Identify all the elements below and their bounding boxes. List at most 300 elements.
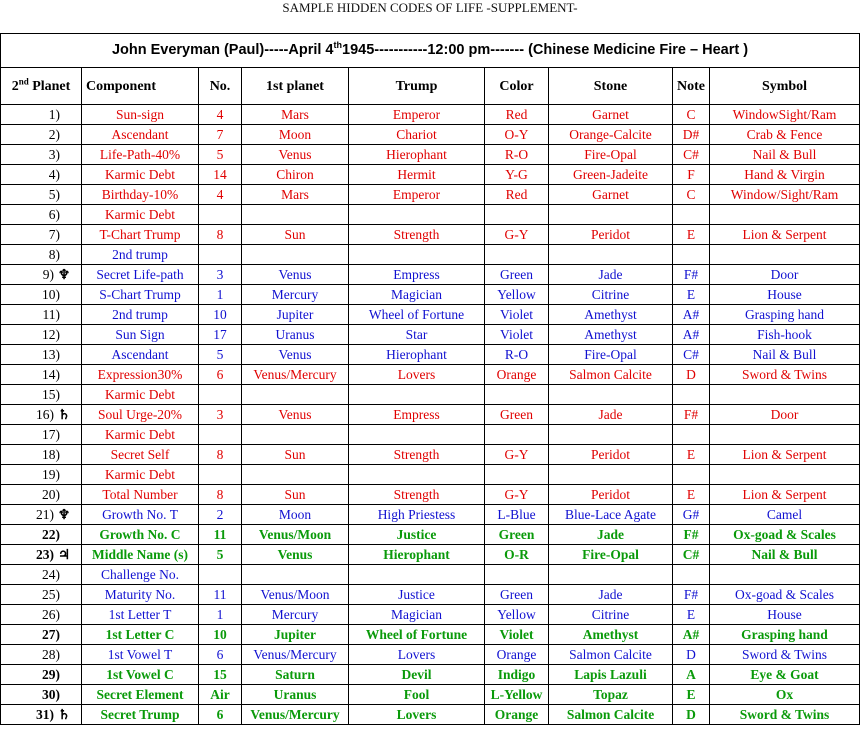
subject-time-element: 1945-----------12:00 pm------- (Chinese Medicine Fire – Heart ): [342, 42, 749, 58]
cell-symbol: [710, 205, 860, 225]
cell-stone: Topaz: [549, 685, 673, 705]
document-title: SAMPLE HIDDEN CODES OF LIFE -SUPPLEMENT-: [282, 0, 578, 15]
cell-symbol: [710, 385, 860, 405]
cell-component: Maturity No.: [82, 585, 199, 605]
cell-trump: Hierophant: [349, 145, 485, 165]
cell-trump: [349, 465, 485, 485]
table-row: [1, 245, 860, 265]
cell-note: F#: [673, 585, 710, 605]
cell-number: 6: [199, 705, 242, 725]
cell-symbol: [710, 245, 860, 265]
cell-stone: [549, 245, 673, 265]
cell-number: 10: [199, 625, 242, 645]
row-number: 24): [42, 567, 60, 582]
cell-planet: [1, 545, 82, 565]
cell-planet: [1, 565, 82, 585]
cell-planet: [1, 445, 82, 465]
row-number: 2): [48, 127, 60, 142]
cell-first-planet: [242, 465, 349, 485]
cell-symbol: Door: [710, 405, 860, 425]
cell-trump: High Priestess: [349, 505, 485, 525]
cell-planet: [1, 145, 82, 165]
cell-color: L-Blue: [485, 505, 549, 525]
cell-stone: Garnet: [549, 105, 673, 125]
cell-color: G-Y: [485, 445, 549, 465]
cell-trump: Strength: [349, 445, 485, 465]
cell-first-planet: [242, 385, 349, 405]
cell-note: D: [673, 645, 710, 665]
cell-first-planet: Jupiter: [242, 305, 349, 325]
cell-color: Indigo: [485, 665, 549, 685]
cell-number: 5: [199, 545, 242, 565]
cell-number: [199, 205, 242, 225]
cell-number: [199, 565, 242, 585]
cell-symbol: Nail & Bull: [710, 145, 860, 165]
cell-planet: [1, 205, 82, 225]
cell-planet: [1, 265, 82, 285]
cell-component: Secret Element: [82, 685, 199, 705]
date-suffix: th: [333, 40, 342, 51]
cell-number: 8: [199, 485, 242, 505]
cell-component: Secret Self: [82, 445, 199, 465]
cell-note: [673, 205, 710, 225]
table-row: [1, 225, 860, 245]
cell-trump: [349, 245, 485, 265]
cell-component: Sun-sign: [82, 105, 199, 125]
planet-symbol-icon: ♆: [57, 267, 71, 282]
table-row: [1, 425, 860, 445]
cell-planet: [1, 345, 82, 365]
cell-trump: Empress: [349, 265, 485, 285]
cell-component: Middle Name (s): [82, 545, 199, 565]
cell-planet: [1, 465, 82, 485]
cell-planet: [1, 525, 82, 545]
cell-component: 1st Letter T: [82, 605, 199, 625]
cell-component: Ascendant: [82, 125, 199, 145]
cell-number: 11: [199, 525, 242, 545]
cell-color: O-R: [485, 545, 549, 565]
cell-first-planet: Mars: [242, 185, 349, 205]
row-number: 10): [42, 287, 60, 302]
cell-symbol: Ox-goad & Scales: [710, 525, 860, 545]
cell-stone: Fire-Opal: [549, 345, 673, 365]
table-row: [1, 625, 860, 645]
cell-component: Total Number: [82, 485, 199, 505]
cell-color: Green: [485, 405, 549, 425]
cell-stone: Salmon Calcite: [549, 645, 673, 665]
cell-number: 5: [199, 345, 242, 365]
cell-note: C#: [673, 345, 710, 365]
cell-first-planet: Venus: [242, 265, 349, 285]
cell-note: E: [673, 685, 710, 705]
cell-first-planet: Venus/Moon: [242, 525, 349, 545]
cell-symbol: Ox: [710, 685, 860, 705]
row-number: 18): [42, 447, 60, 462]
cell-color: Y-G: [485, 165, 549, 185]
cell-note: [673, 245, 710, 265]
table-row: [1, 605, 860, 625]
row-number: 9): [42, 267, 54, 282]
cell-number: 8: [199, 445, 242, 465]
cell-planet: [1, 605, 82, 625]
table-row: [1, 645, 860, 665]
cell-planet: [1, 705, 82, 725]
cell-color: [485, 245, 549, 265]
cell-component: Sun Sign: [82, 325, 199, 345]
cell-trump: Strength: [349, 485, 485, 505]
cell-first-planet: Mercury: [242, 605, 349, 625]
cell-trump: Chariot: [349, 125, 485, 145]
table-row: [1, 705, 860, 725]
table-row: [1, 505, 860, 525]
cell-color: Red: [485, 105, 549, 125]
cell-trump: Devil: [349, 665, 485, 685]
cell-color: Orange: [485, 705, 549, 725]
table-row: [1, 465, 860, 485]
cell-stone: Jade: [549, 525, 673, 545]
cell-component: Karmic Debt: [82, 465, 199, 485]
cell-planet: [1, 105, 82, 125]
cell-trump: Lovers: [349, 705, 485, 725]
cell-symbol: Crab & Fence: [710, 125, 860, 145]
cell-first-planet: [242, 245, 349, 265]
cell-color: [485, 425, 549, 445]
cell-first-planet: Venus: [242, 145, 349, 165]
cell-color: Violet: [485, 625, 549, 645]
row-number: 19): [42, 467, 60, 482]
cell-symbol: Door: [710, 265, 860, 285]
cell-trump: Magician: [349, 285, 485, 305]
cell-planet: [1, 325, 82, 345]
cell-component: 1st Vowel T: [82, 645, 199, 665]
cell-symbol: [710, 465, 860, 485]
cell-trump: [349, 385, 485, 405]
cell-symbol: Sword & Twins: [710, 365, 860, 385]
cell-stone: Peridot: [549, 225, 673, 245]
cell-first-planet: Venus: [242, 545, 349, 565]
cell-stone: Peridot: [549, 485, 673, 505]
table-row: [1, 565, 860, 585]
cell-number: 6: [199, 365, 242, 385]
cell-stone: Green-Jadeite: [549, 165, 673, 185]
table-row: [1, 405, 860, 425]
cell-stone: [549, 465, 673, 485]
row-number: 20): [42, 487, 60, 502]
cell-color: [485, 465, 549, 485]
table-row: [1, 325, 860, 345]
cell-stone: Jade: [549, 405, 673, 425]
cell-number: 3: [199, 405, 242, 425]
row-number: 14): [42, 367, 60, 382]
cell-stone: Amethyst: [549, 325, 673, 345]
cell-stone: [549, 425, 673, 445]
cell-note: F#: [673, 405, 710, 425]
cell-first-planet: Saturn: [242, 665, 349, 685]
cell-note: A#: [673, 625, 710, 645]
table-row: [1, 125, 860, 145]
subject-header: [1, 34, 860, 68]
cell-number: 3: [199, 265, 242, 285]
cell-component: Karmic Debt: [82, 165, 199, 185]
row-number: 12): [42, 327, 60, 342]
cell-first-planet: Mars: [242, 105, 349, 125]
cell-planet: [1, 245, 82, 265]
cell-number: 2: [199, 505, 242, 525]
cell-trump: Wheel of Fortune: [349, 625, 485, 645]
cell-first-planet: Sun: [242, 485, 349, 505]
cell-number: 1: [199, 605, 242, 625]
row-number: 8): [48, 247, 60, 262]
cell-number: Air: [199, 685, 242, 705]
cell-planet: [1, 285, 82, 305]
cell-first-planet: Venus/Moon: [242, 585, 349, 605]
cell-component: T-Chart Trump: [82, 225, 199, 245]
row-number: 3): [48, 147, 60, 162]
cell-symbol: [710, 565, 860, 585]
cell-stone: Jade: [549, 585, 673, 605]
cell-symbol: [710, 425, 860, 445]
table-row: [1, 345, 860, 365]
table-row: [1, 585, 860, 605]
table-row: [1, 545, 860, 565]
hidden-codes-table: [0, 33, 860, 725]
cell-component: 1st Vowel C: [82, 665, 199, 685]
row-number: 25): [42, 587, 60, 602]
row-number: 6): [48, 207, 60, 222]
cell-component: Karmic Debt: [82, 425, 199, 445]
col-planet-ordinal: 2: [11, 78, 19, 94]
row-number: 23): [35, 547, 54, 562]
cell-number: 17: [199, 325, 242, 345]
row-number: 15): [42, 387, 60, 402]
cell-component: Growth No. T: [82, 505, 199, 525]
row-number: 22): [42, 527, 60, 542]
table-row: [1, 185, 860, 205]
cell-color: O-Y: [485, 125, 549, 145]
cell-number: [199, 465, 242, 485]
cell-first-planet: Sun: [242, 225, 349, 245]
cell-symbol: Lion & Serpent: [710, 445, 860, 465]
cell-symbol: Grasping hand: [710, 625, 860, 645]
cell-number: 4: [199, 185, 242, 205]
subject-header-row: [1, 34, 860, 68]
row-number: 28): [42, 647, 60, 662]
cell-note: [673, 465, 710, 485]
cell-component: Life-Path-40%: [82, 145, 199, 165]
row-number: 11): [42, 307, 60, 322]
cell-planet: [1, 185, 82, 205]
cell-stone: [549, 205, 673, 225]
cell-trump: Hierophant: [349, 545, 485, 565]
cell-component: Growth No. C: [82, 525, 199, 545]
cell-component: 2nd trump: [82, 245, 199, 265]
cell-note: C: [673, 185, 710, 205]
cell-first-planet: [242, 425, 349, 445]
cell-note: G#: [673, 505, 710, 525]
cell-note: D#: [673, 125, 710, 145]
cell-symbol: Sword & Twins: [710, 705, 860, 725]
cell-planet: [1, 585, 82, 605]
column-header-row: [1, 68, 860, 105]
cell-stone: Citrine: [549, 285, 673, 305]
row-number: 17): [42, 427, 60, 442]
row-number: 16): [35, 407, 54, 422]
cell-color: Orange: [485, 645, 549, 665]
cell-note: A#: [673, 305, 710, 325]
cell-component: Secret Life-path: [82, 265, 199, 285]
cell-stone: [549, 385, 673, 405]
cell-planet: [1, 645, 82, 665]
cell-number: 14: [199, 165, 242, 185]
table-row: [1, 165, 860, 185]
cell-symbol: Nail & Bull: [710, 545, 860, 565]
cell-trump: Hierophant: [349, 345, 485, 365]
cell-color: Violet: [485, 325, 549, 345]
col-first-planet: 1st planet: [242, 68, 349, 105]
cell-component: Secret Trump: [82, 705, 199, 725]
row-number: 31): [35, 707, 54, 722]
planet-symbol-icon: ♄: [57, 407, 71, 422]
row-number: 4): [48, 167, 60, 182]
table-row: [1, 105, 860, 125]
table-row: [1, 385, 860, 405]
cell-planet: [1, 165, 82, 185]
cell-first-planet: Venus/Mercury: [242, 365, 349, 385]
row-number: 26): [42, 607, 60, 622]
cell-trump: Fool: [349, 685, 485, 705]
table-row: [1, 285, 860, 305]
cell-first-planet: Jupiter: [242, 625, 349, 645]
cell-symbol: Grasping hand: [710, 305, 860, 325]
cell-note: E: [673, 605, 710, 625]
cell-planet: [1, 685, 82, 705]
cell-component: Ascendant: [82, 345, 199, 365]
cell-planet: [1, 625, 82, 645]
cell-number: [199, 385, 242, 405]
row-number: 5): [48, 187, 60, 202]
cell-trump: Empress: [349, 405, 485, 425]
cell-color: Yellow: [485, 285, 549, 305]
cell-first-planet: [242, 565, 349, 585]
cell-component: Challenge No.: [82, 565, 199, 585]
cell-color: Green: [485, 585, 549, 605]
cell-note: C#: [673, 545, 710, 565]
cell-planet: [1, 425, 82, 445]
cell-note: F#: [673, 265, 710, 285]
table-row: [1, 445, 860, 465]
cell-color: Green: [485, 525, 549, 545]
cell-note: C#: [673, 145, 710, 165]
cell-number: 8: [199, 225, 242, 245]
cell-stone: Garnet: [549, 185, 673, 205]
cell-note: [673, 385, 710, 405]
cell-note: [673, 425, 710, 445]
cell-number: [199, 425, 242, 445]
cell-first-planet: Moon: [242, 125, 349, 145]
cell-stone: Blue-Lace Agate: [549, 505, 673, 525]
cell-note: A: [673, 665, 710, 685]
cell-trump: Emperor: [349, 105, 485, 125]
cell-component: Soul Urge-20%: [82, 405, 199, 425]
cell-stone: Salmon Calcite: [549, 365, 673, 385]
planet-symbol-icon: ♆: [57, 507, 71, 522]
cell-number: 6: [199, 645, 242, 665]
cell-color: G-Y: [485, 485, 549, 505]
cell-trump: Strength: [349, 225, 485, 245]
cell-planet: [1, 125, 82, 145]
cell-first-planet: Mercury: [242, 285, 349, 305]
table-row: [1, 265, 860, 285]
cell-planet: [1, 365, 82, 385]
cell-color: R-O: [485, 345, 549, 365]
cell-note: F#: [673, 525, 710, 545]
row-number: 13): [42, 347, 60, 362]
cell-first-planet: Venus: [242, 345, 349, 365]
col-planet: [1, 68, 82, 105]
cell-symbol: Lion & Serpent: [710, 485, 860, 505]
cell-component: 1st Letter C: [82, 625, 199, 645]
cell-stone: Fire-Opal: [549, 545, 673, 565]
cell-trump: Magician: [349, 605, 485, 625]
cell-color: G-Y: [485, 225, 549, 245]
cell-symbol: Camel: [710, 505, 860, 525]
cell-symbol: Fish-hook: [710, 325, 860, 345]
cell-color: [485, 565, 549, 585]
col-planet-ordinal-sup: nd: [18, 75, 29, 86]
cell-stone: Orange-Calcite: [549, 125, 673, 145]
table-row: [1, 665, 860, 685]
cell-stone: Peridot: [549, 445, 673, 465]
planet-symbol-icon: ♄: [57, 707, 71, 722]
cell-note: E: [673, 485, 710, 505]
row-number: 27): [42, 627, 60, 642]
cell-number: 1: [199, 285, 242, 305]
col-symbol: Symbol: [710, 68, 860, 105]
cell-trump: Justice: [349, 585, 485, 605]
cell-trump: Star: [349, 325, 485, 345]
cell-symbol: Sword & Twins: [710, 645, 860, 665]
table-row: [1, 205, 860, 225]
cell-component: Birthday-10%: [82, 185, 199, 205]
cell-symbol: Eye & Goat: [710, 665, 860, 685]
cell-first-planet: Venus/Mercury: [242, 705, 349, 725]
cell-trump: Lovers: [349, 365, 485, 385]
cell-number: 4: [199, 105, 242, 125]
cell-note: D: [673, 705, 710, 725]
cell-note: E: [673, 445, 710, 465]
row-number: 29): [42, 667, 60, 682]
col-trump: Trump: [349, 68, 485, 105]
cell-stone: Amethyst: [549, 625, 673, 645]
cell-trump: Lovers: [349, 645, 485, 665]
cell-note: D: [673, 365, 710, 385]
cell-planet: [1, 385, 82, 405]
cell-trump: Hermit: [349, 165, 485, 185]
col-color: Color: [485, 68, 549, 105]
table-row: [1, 685, 860, 705]
table-row: [1, 485, 860, 505]
cell-color: Yellow: [485, 605, 549, 625]
cell-number: 7: [199, 125, 242, 145]
cell-symbol: House: [710, 605, 860, 625]
cell-component: S-Chart Trump: [82, 285, 199, 305]
cell-trump: Justice: [349, 525, 485, 545]
cell-color: [485, 205, 549, 225]
cell-trump: [349, 565, 485, 585]
cell-planet: [1, 305, 82, 325]
cell-color: Orange: [485, 365, 549, 385]
cell-color: Violet: [485, 305, 549, 325]
